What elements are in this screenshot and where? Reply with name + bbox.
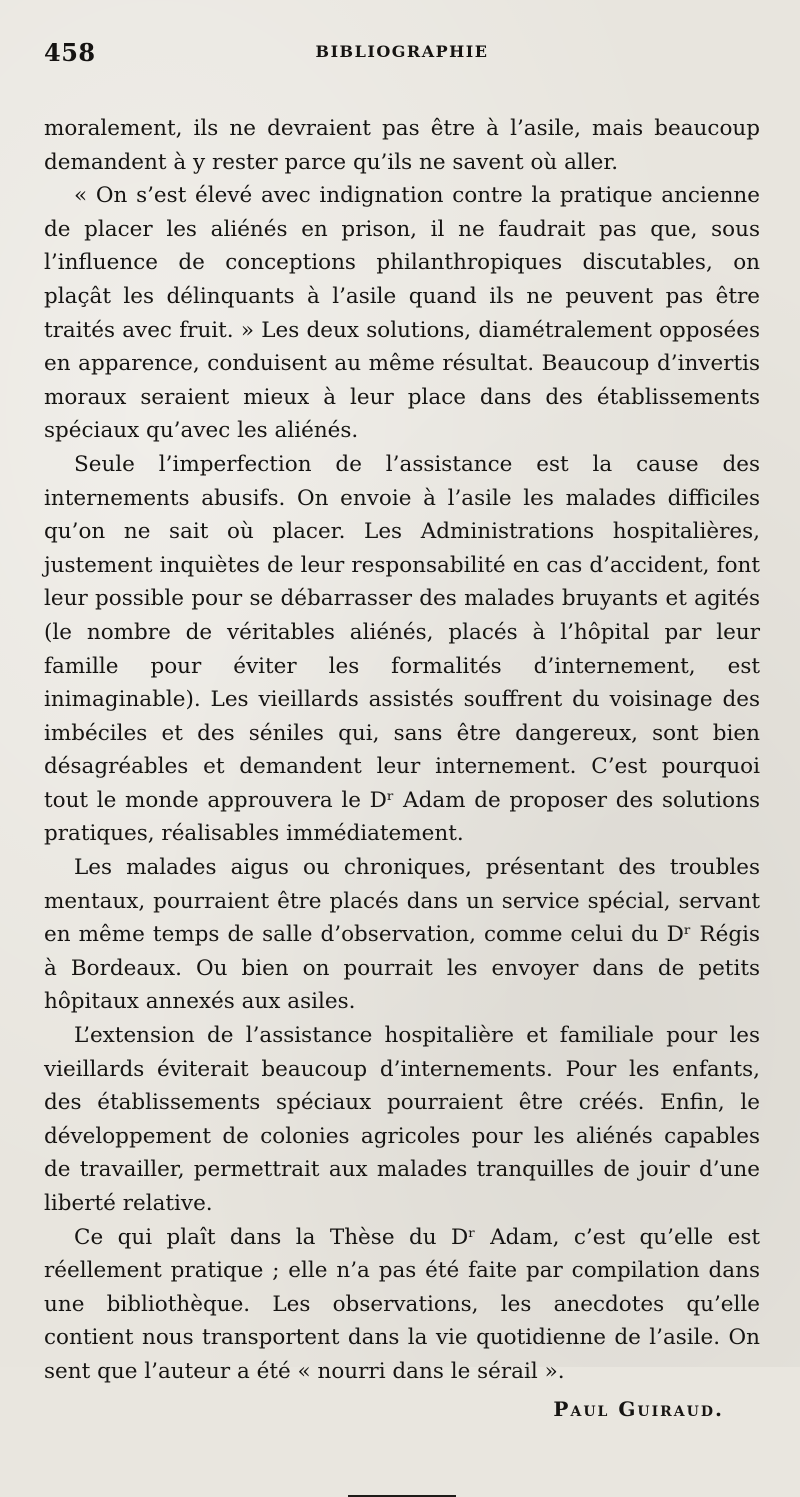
running-head: BIBLIOGRAPHIE — [315, 42, 489, 61]
paragraph-continuation: moralement, ils ne devraient pas être à l’asile, mais beaucoup demandent à y rester parce qu’ils ne savent où aller. — [44, 116, 760, 175]
paragraph-quote: « On s’est élevé avec indignation contre la pratique ancienne de placer les aliénés en prison, il ne faudrait pas que, sous l’influence de conceptions philanthropiques discutables, on plaçât les délinquants à l’asile quand ils ne peuvent pas être traités avec fruit. » Les deux solutions, diamétralement opposées en apparence, conduisent au même résultat. Beaucoup d’invertis moraux seraient mieux à leur place dans des établissements spéciaux qu’avec les aliénés. — [44, 183, 760, 444]
closing-rule — [348, 1495, 456, 1497]
page-number: 458 — [44, 38, 96, 67]
page-header — [44, 38, 760, 82]
body-text — [44, 112, 760, 1389]
paragraph-malades: Les malades aigus ou chroniques, présentant des troubles mentaux, pourraient être placés dans un service spécial, servant en même temps de salle d’observation, comme celui du Dʳ Régis à Bordeaux. Ou bien on pourrait les envoyer dans de petits hôpitaux annexés aux asiles. — [44, 855, 760, 1015]
author-signature: Paul Guiraud. — [553, 1396, 724, 1421]
paragraph-extension: L’extension de l’assistance hospitalière et familiale pour les vieillards éviterait beaucoup d’internements. Pour les enfants, des établissements spéciaux pourraient être créés. Enfin, le développement de colonies agricoles pour les aliénés capables de travailler, permettrait aux malades tranquilles de jouir d’une liberté relative. — [44, 1023, 760, 1216]
paragraph-conclusion: Ce qui plaît dans la Thèse du Dʳ Adam, c’est qu’elle est réellement pratique ; elle n’a pas été faite par compilation dans une bibliothèque. Les observations, les anecdotes qu’elle contient nous transportent dans la vie quotidienne de l’asile. On sent que l’auteur a été « nourri dans le sérail ». — [44, 1224, 760, 1384]
paragraph-assistance: Seule l’imperfection de l’assistance est la cause des internements abusifs. On envoie à l’asile les malades difficiles qu’on ne sait où placer. Les Administrations hospitalières, justement inquiètes de leur responsabilité en cas d’accident, font leur possible pour se débarrasser des malades bruyants et agités (le nombre de véritables aliénés, placés à l’hôpital par leur famille pour éviter les formalités d’internement, est inimaginable). Les vieillards assistés souffrent du voisinage des imbéciles et des séniles qui, sans être dangereux, sont bien désagréables et demandent leur internement. C’est pourquoi tout le monde approuvera le Dʳ Adam de proposer des solutions pratiques, réalisables immédiatement. — [44, 451, 760, 847]
